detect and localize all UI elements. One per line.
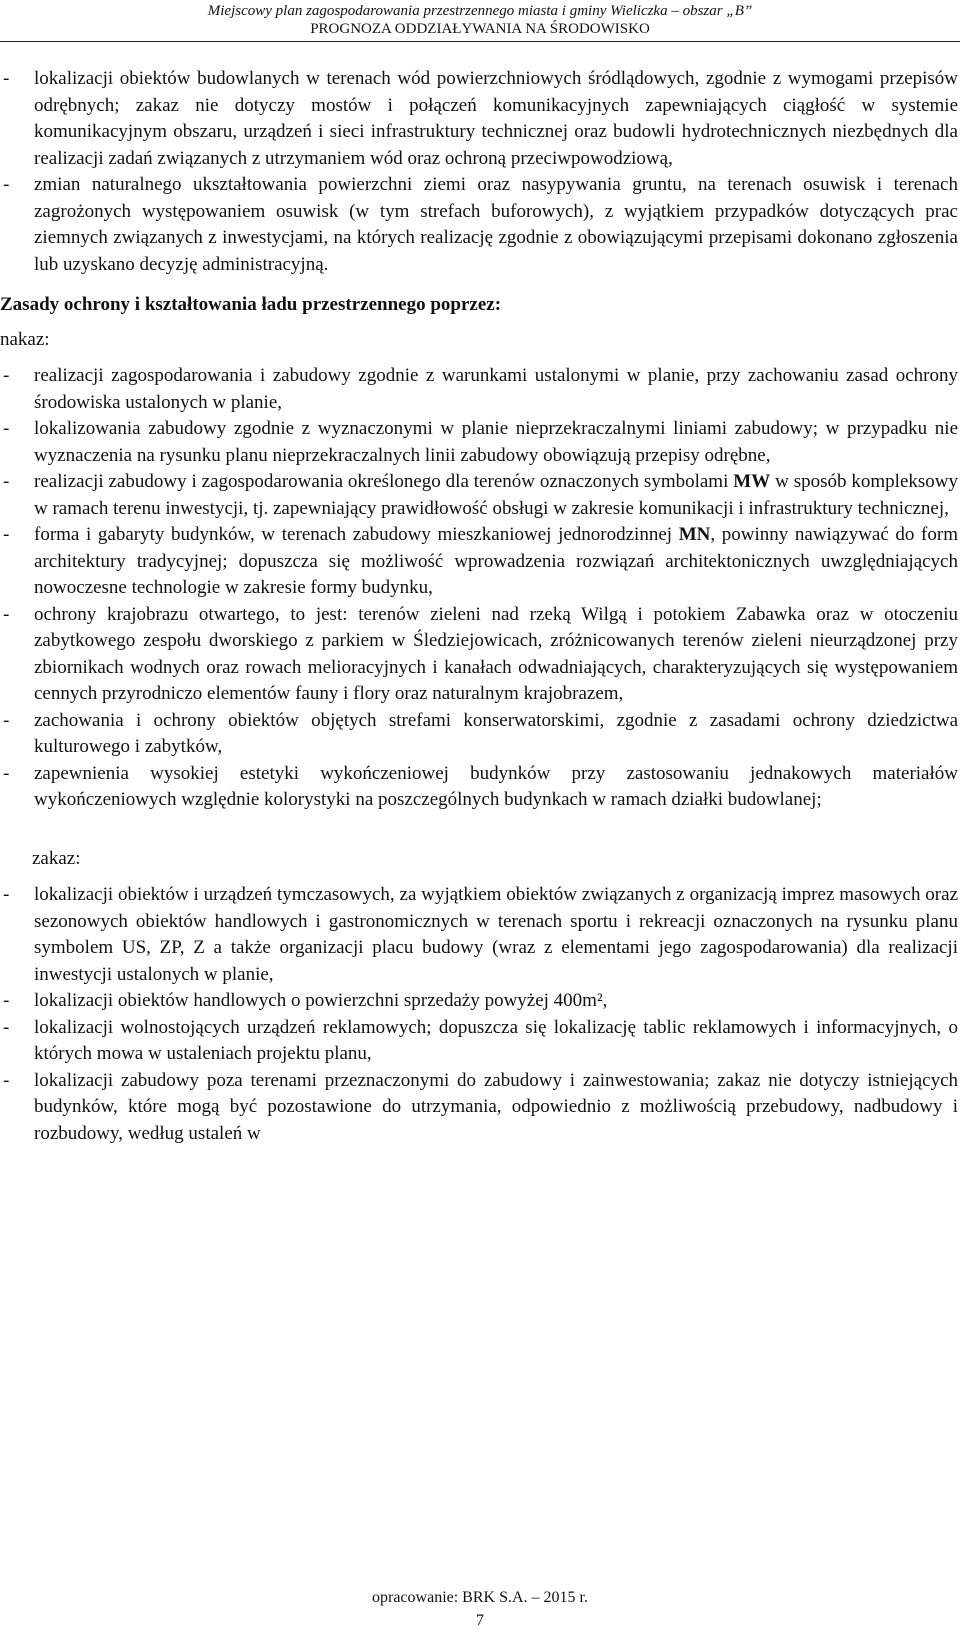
list-item-text <box>34 522 960 602</box>
page-body <box>0 66 960 1147</box>
list-item <box>0 66 960 172</box>
list-bullet: - <box>3 884 10 905</box>
list-item <box>0 363 960 416</box>
list-item-text: realizacji zagospodarowania i zabudowy zgodnie z warunkami ustalonymi w planie, przy zachowaniu zasad ochrony środowiska ustalonych w planie, <box>34 365 958 413</box>
text-fragment: forma i gabaryty budynków, w terenach zabudowy mieszkaniowej jednorodzinnej <box>34 524 679 545</box>
list-item <box>0 708 960 761</box>
list-item <box>0 882 960 988</box>
list-item <box>0 988 960 1015</box>
list-bullet: - <box>3 68 10 89</box>
list-item <box>0 416 960 469</box>
list-item-text: lokalizowania zabudowy zgodnie z wyznaczonymi w planie nieprzekraczalnymi liniami zabudowy; w przypadku nie wyznaczenia na rysunku planu nieprzekraczalnych linii zabudowy obowiązują przepisy odrębne, <box>34 418 958 466</box>
text-fragment: realizacji zabudowy i zagospodarowania określonego dla terenów oznaczonych symbolami <box>34 471 734 492</box>
list-item <box>0 1015 960 1068</box>
section-heading: Zasady ochrony i kształtowania ładu przestrzennego poprzez: <box>0 294 502 315</box>
list-item-text: lokalizacji obiektów i urządzeń tymczasowych, za wyjątkiem obiektów związanych z organizacją imprez masowych oraz sezonowych obiektów handlowych i gastronomicznych w terenach sportu i rekreacji oznaczonych na rysunku planu symbolem US, ZP, Z a także organizacji placu budowy (wraz z elementami jego zagospodarowania) dla realizacji inwestycji ustalonych w planie, <box>34 884 958 985</box>
list-item-text: zachowania i ochrony obiektów objętych strefami konserwatorskimi, zgodnie z zasadami ochrony dziedzictwa kulturowego i zabytków, <box>34 709 958 757</box>
list-item-text: lokalizacji zabudowy poza terenami przeznaczonymi do zabudowy i zainwestowania; zakaz nie dotyczy istniejących budynków, które mogą być pozostawione do utrzymania, odpowiednio z możliwością przebudowy, nadbudowy i rozbudowy, według ustaleń w <box>34 1069 958 1144</box>
symbol-mn: MN <box>678 524 711 545</box>
list-item <box>0 522 960 602</box>
list-item-text: lokalizacji obiektów budowlanych w terenach wód powierzchniowych śródlądowych, zgodnie z wymogami przepisów odrębnych; zakaz nie dotyczy mostów i połączeń komunikacyjnych zapewniających ciągłość w systemie komunikacyjnym obszaru, urządzeń i sieci infrastruktury technicznej oraz budowli hydrotechnicznych niezbędnych dla realizacji zadań związanych z utrzymaniem wód oraz ochroną przeciwpowodziową, <box>34 68 958 169</box>
list-bullet: - <box>3 1016 10 1038</box>
list-bullet: - <box>3 709 10 731</box>
zakaz-label: zakaz: <box>32 847 81 869</box>
list-item-text: ochrony krajobrazu otwartego, to jest: terenów zieleni nad rzeką Wilgą i potokiem Zabawka oraz w otoczeniu zabytkowego zespołu dworskiego z parkiem w Śledziejowicach, zróżnicowanych terenów zieleni nieurządzonej przy zbiornikach wodnych oraz rowach melioracyjnych i kanałach odwadniających, charakteryzujących się występowaniem cennych przyrodniczo elementów fauny i flory oraz naturalnym krajobrazem, <box>34 603 958 704</box>
list-item-text <box>34 469 960 522</box>
header-title: Miejscowy plan zagospodarowania przestrzennego miasta i gminy Wieliczka – obszar „B” <box>207 3 753 19</box>
list-bullet: - <box>3 1069 10 1091</box>
list-item <box>0 1068 960 1148</box>
list-bullet: - <box>3 990 10 1011</box>
list-item-text: zmian naturalnego ukształtowania powierzchni ziemi oraz nasypywania gruntu, na terenach osuwisk i terenach zagrożonych występowaniem osuwisk (w tym strefach buforowych), z wyjątkiem przypadków dotyczących prac ziemnych związanych z inwestycjami, na których realizację zgodnie z obowiązującymi przepisami dokonano zgłoszenia lub uzyskano decyzję administracyjną. <box>34 174 958 275</box>
page-number: 7 <box>476 1612 484 1629</box>
list-bullet: - <box>3 418 10 439</box>
list-item-text: lokalizacji obiektów handlowych o powierzchni sprzedaży powyżej 400m², <box>34 990 608 1011</box>
list-item <box>0 602 960 708</box>
list-bullet: - <box>3 524 10 545</box>
list-bullet: - <box>3 603 10 625</box>
list-bullet: - <box>3 471 10 492</box>
list-bullet: - <box>3 762 10 784</box>
header-divider <box>0 41 960 42</box>
header-subtitle: PROGNOZA ODDZIAŁYWANIA NA ŚRODOWISKO <box>310 21 650 37</box>
list-item-text: zapewnienia wysokiej estetyki wykończeniowej budynków przy zastosowaniu jednakowych materiałów wykończeniowych względnie kolorystyki na poszczególnych budynkach w ramach działki budowlanej; <box>34 762 958 810</box>
list-item <box>0 469 960 522</box>
text-fragment: , powinny nawiązywać do form architektury tradycyjnej; dopuszcza się możliwość wprowadzenia rozwiązań architektonicznych uwzględniających nowoczesne technologie w zakresie formy budynku, <box>34 524 958 598</box>
page-footer: opracowanie: BRK S.A. – 2015 r. <box>372 1589 588 1606</box>
nakaz-label: nakaz: <box>0 328 50 350</box>
list-bullet: - <box>3 365 10 386</box>
text-fragment: w sposób kompleksowy w ramach terenu inwestycji, tj. zapewniający prawidłowość obsługi w zakresie komunikacji i infrastruktury technicznej, <box>34 471 958 519</box>
list-item-text: lokalizacji wolnostojących urządzeń reklamowych; dopuszcza się lokalizację tablic reklamowych i informacyjnych, o których mowa w ustaleniach projektu planu, <box>34 1016 958 1064</box>
list-item <box>0 172 960 278</box>
symbol-mw: MW <box>733 471 771 492</box>
document-header <box>0 2 960 38</box>
list-bullet: - <box>3 174 10 195</box>
list-item <box>0 761 960 814</box>
